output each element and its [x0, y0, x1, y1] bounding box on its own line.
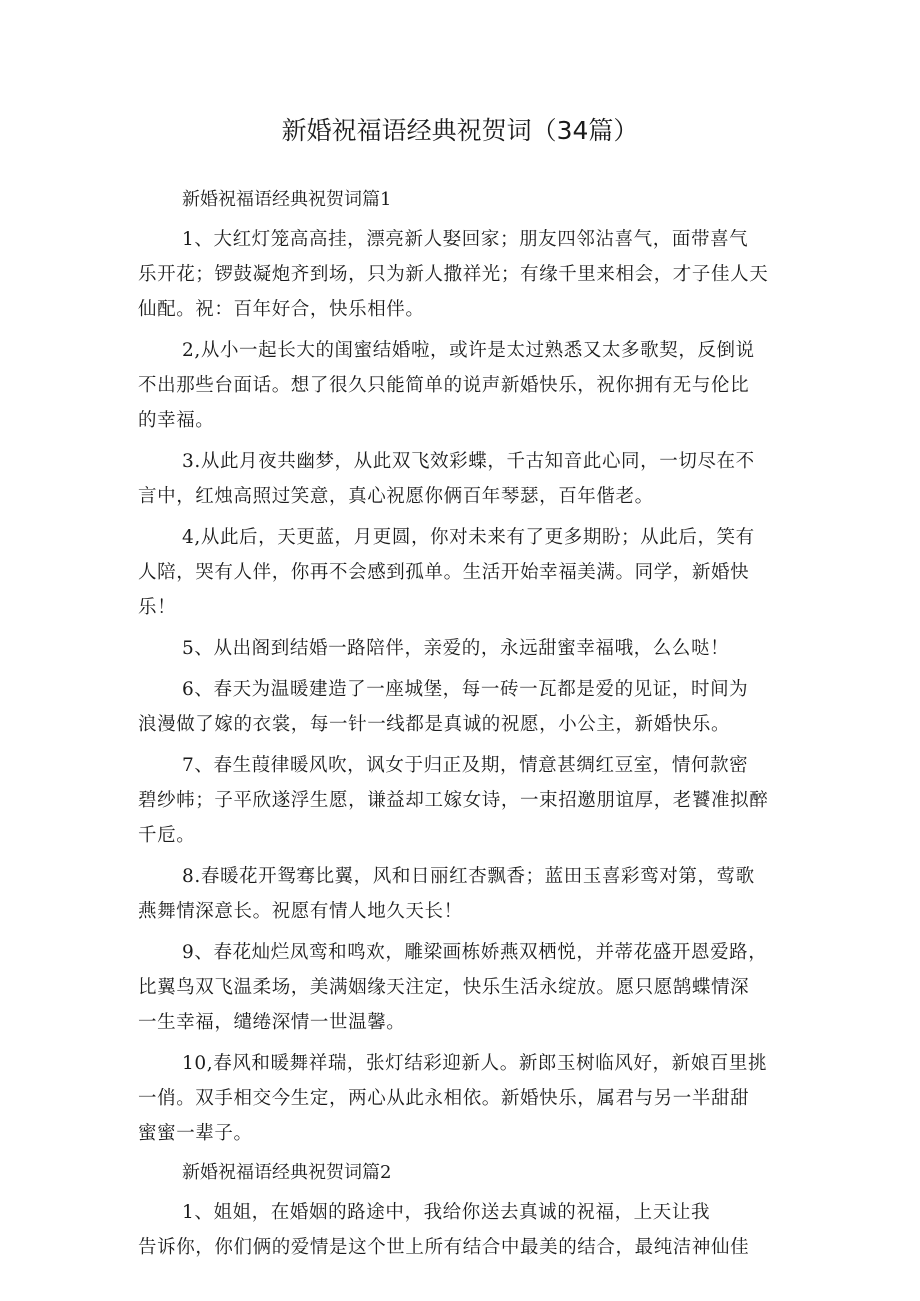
paragraph-line: 浪漫做了嫁的衣裳，每一针一线都是真诚的祝愿，小公主，新婚快乐。 — [138, 714, 731, 735]
paragraph-line: 告诉你，你们俩的爱情是这个世上所有结合中最美的结合，最纯洁神仙佳 — [138, 1237, 750, 1258]
paragraph-line: 8.春暖花开鸳骞比翼，风和日丽红杏飘香；蓝田玉喜彩鸾对第，莺歌 — [182, 866, 755, 887]
paragraph-line: 2,从小一起长大的闺蜜结婚啦，或许是太过熟悉又太多歌契，反倒说 — [182, 340, 755, 361]
paragraph — [138, 333, 786, 438]
paragraph-line: 的幸福。 — [138, 410, 215, 431]
paragraph — [138, 1046, 786, 1151]
document-title: 新婚祝福语经典祝贺词（34篇） — [281, 116, 639, 145]
paragraph-line: 7、春生葭律暖风吹，讽女于归正及期，情意甚绸红豆室，情何款密 — [182, 755, 749, 776]
section-heading: 新婚祝福语经典祝贺词篇2 — [182, 1162, 392, 1183]
paragraph — [138, 859, 786, 929]
document-body — [138, 184, 786, 1271]
paragraph-line: 一生幸福，缱绻深情一世温馨。 — [138, 1012, 406, 1033]
paragraph-line: 3.从此月夜共幽梦，从此双飞效彩蝶，千古知音此心同，一切尽在不 — [182, 451, 755, 472]
section-heading: 新婚祝福语经典祝贺词篇1 — [182, 189, 392, 210]
paragraph-line: 仙配。祝：百年好合，快乐相伴。 — [138, 299, 425, 320]
paragraph-line: 9、春花灿烂凤鸾和鸣欢，雕梁画栋娇燕双栖悦，并蒂花盛开恩爱路， — [182, 942, 768, 963]
paragraph-line: 比翼鸟双飞温柔场，美满姻缘天注定，快乐生活永绽放。愿只愿鹄蝶情深 — [138, 977, 750, 998]
paragraph — [138, 1195, 786, 1265]
paragraph — [138, 748, 786, 853]
paragraph-line: 一俏。双手相交今生定，两心从此永相依。新婚快乐，属君与另一半甜甜 — [138, 1088, 750, 1109]
paragraph — [138, 520, 786, 625]
paragraph-line: 4,从此后，天更蓝，月更圆，你对未来有了更多期盼；从此后，笑有 — [182, 527, 755, 548]
paragraph-line: 燕舞情深意长。祝愿有情人地久天长！ — [138, 901, 463, 922]
paragraph — [138, 444, 786, 514]
paragraph-line: 1、大红灯笼高高挂，漂亮新人娶回家；朋友四邻沾喜气，面带喜气 — [182, 229, 749, 250]
paragraph-line: 不出那些台面话。想了很久只能简单的说声新婚快乐，祝你拥有无与伦比 — [138, 375, 750, 396]
paragraph — [138, 631, 786, 666]
paragraph — [138, 222, 786, 327]
paragraph-line: 言中，红烛高照过笑意，真心祝愿你俩百年琴瑟，百年偕老。 — [138, 486, 654, 507]
paragraph — [138, 672, 786, 742]
paragraph-line: 1、姐姐，在婚姻的路途中，我给你送去真诚的祝福，上天让我 — [182, 1202, 711, 1223]
paragraph-line: 5、从出阁到结婚一路陪伴，亲爱的，永远甜蜜幸福哦，么么哒！ — [182, 638, 730, 659]
paragraph-line: 碧纱帏；子平欣遂浮生愿，谦益却工嫁女诗，一束招邀朋谊厚，老饕准拟醉 — [138, 790, 769, 811]
paragraph-line: 6、春天为温暖建造了一座城堡，每一砖一瓦都是爱的见证，时间为 — [182, 679, 749, 700]
paragraph-line: 乐开花；锣鼓凝炮齐到场，只为新人撒祥光；有缘千里来相会，才子佳人天 — [138, 264, 769, 285]
paragraph-line: 乐！ — [138, 597, 177, 618]
paragraph — [138, 935, 786, 1040]
paragraph-line: 10,春风和暖舞祥瑞，张灯结彩迎新人。新郎玉树临风好，新娘百里挑 — [182, 1053, 768, 1074]
paragraph-line: 蜜蜜一辈子。 — [138, 1123, 253, 1144]
paragraph-line: 人陪，哭有人伴，你再不会感到孤单。生活开始幸福美满。同学，新婚快 — [138, 562, 750, 583]
paragraph-line: 千卮。 — [138, 825, 196, 846]
